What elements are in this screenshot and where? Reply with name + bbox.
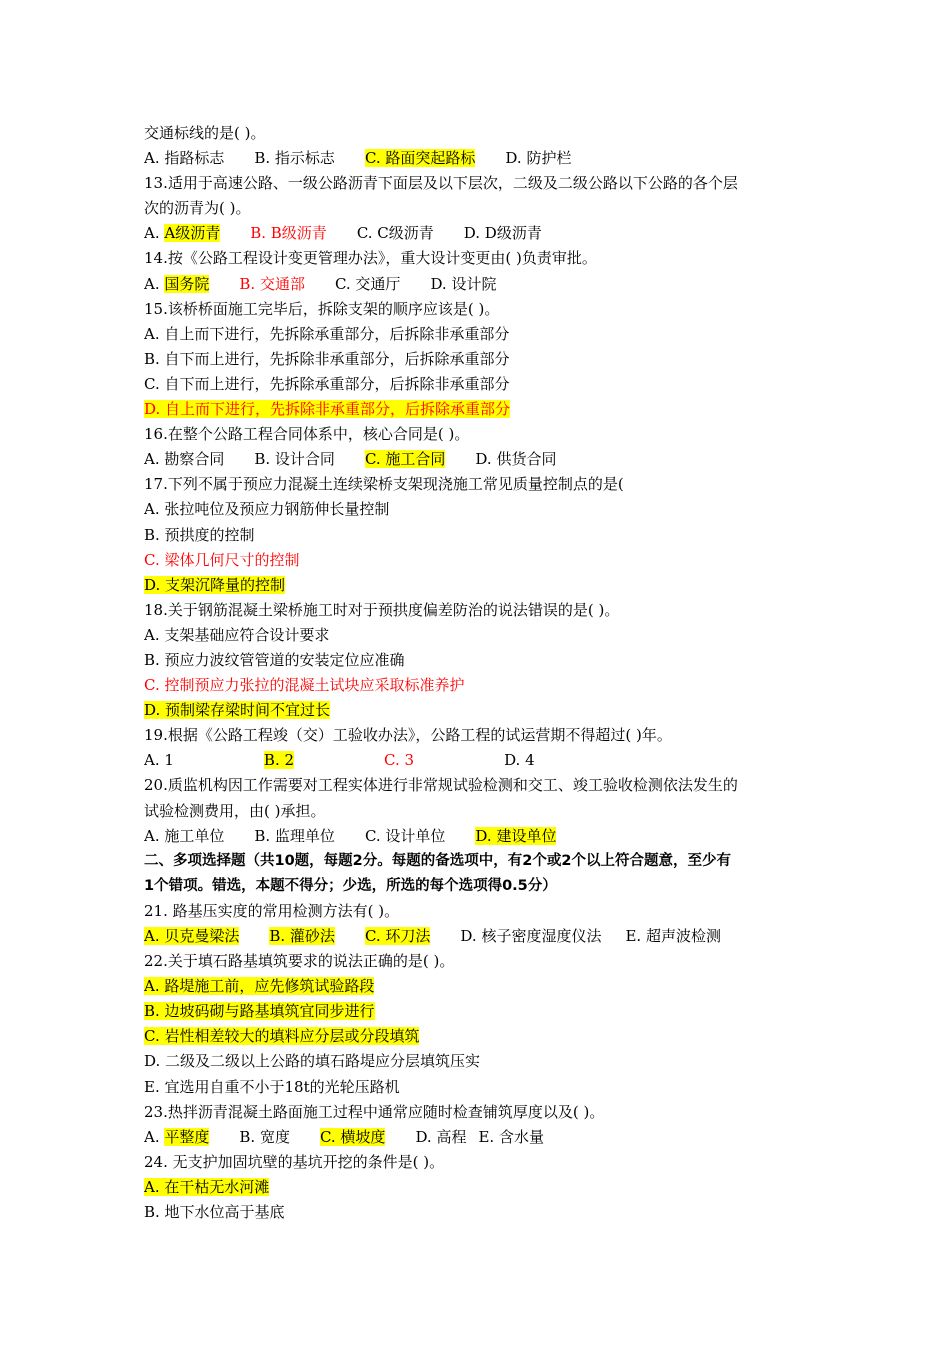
highlighted-answer: A级沥青 [164, 224, 221, 243]
text-segment: E. 超声波检测 [625, 927, 721, 945]
highlighted-answer: D. 建设单位 [475, 826, 557, 845]
text-segment: 24. 无支护加固坑壁的基坑开挖的条件是( )。 [144, 1152, 445, 1171]
text-segment: A. 自上而下进行，先拆除承重部分，后拆除非承重部分 [144, 324, 510, 343]
text-segment: D. 供货合同 [475, 450, 557, 469]
text-segment: B. 预拱度的控制 [144, 525, 255, 544]
text-line [144, 1075, 814, 1100]
text-line [144, 698, 814, 723]
text-segment: 1个错项。错选，本题不得分；少选，所选的每个选项得0.5分） [144, 877, 557, 894]
text-line [144, 472, 814, 497]
highlighted-answer: 平整度 [164, 1127, 210, 1146]
highlighted-answer: D. 支架沉降量的控制 [144, 575, 286, 594]
text-line [144, 999, 814, 1024]
text-line [144, 548, 814, 573]
text-segment: A. 指路标志 [144, 149, 225, 168]
text-line [144, 1175, 814, 1200]
text-segment: 22.关于填石路基填筑要求的说法正确的是( )。 [144, 952, 455, 971]
text-line [144, 1024, 814, 1049]
text-line [144, 748, 814, 773]
text-line [144, 773, 814, 798]
text-segment: B. 预应力波纹管管道的安装定位应准确 [144, 650, 405, 669]
section-heading-line [144, 874, 814, 899]
text-segment: D. 设计院 [430, 274, 497, 293]
text-segment: A. [144, 274, 165, 293]
text-line [144, 1049, 814, 1074]
highlighted-answer: A. 贝克曼梁法 [144, 927, 240, 945]
text-segment: 13.适用于高速公路、一级公路沥青下面层及以下层次，二级及二级公路以下公路的各个层 [144, 174, 738, 193]
text-line [144, 121, 814, 146]
highlighted-answer: C. 横坡度 [319, 1127, 386, 1146]
text-segment: D. 核子密度湿度仪法 [460, 927, 602, 945]
red-marked-text: C. 梁体几何尺寸的控制 [144, 550, 300, 569]
text-segment: B. 指示标志 [254, 149, 335, 168]
text-segment: A. [144, 1127, 165, 1146]
text-segment: B. 设计合同 [254, 450, 335, 469]
text-line [144, 347, 814, 372]
highlighted-answer: B. 2 [263, 751, 295, 770]
text-line [144, 949, 814, 974]
text-line [144, 272, 814, 297]
text-line [144, 673, 814, 698]
text-segment: C. C级沥青 [356, 224, 434, 243]
text-segment: 21. 路基压实度的常用检测方法有( )。 [144, 901, 400, 920]
text-segment: 19.根据《公路工程竣（交）工验收办法》，公路工程的试运营期不得超过( )年。 [144, 726, 672, 745]
highlighted-answer: A. 在干枯无水河滩 [144, 1177, 270, 1196]
highlighted-answer: B. 灌砂法 [269, 927, 335, 945]
text-line [144, 1100, 814, 1125]
text-segment: D. 高程 [415, 1127, 467, 1146]
highlighted-answer: C. 路面突起路标 [364, 149, 476, 168]
text-line [144, 1150, 814, 1175]
text-segment: 试验检测费用，由( )承担。 [144, 801, 326, 820]
text-line [144, 623, 814, 648]
section-heading-line [144, 849, 814, 874]
text-segment: B. 宽度 [239, 1127, 290, 1146]
text-line [144, 171, 814, 196]
text-line [144, 924, 814, 949]
text-segment: A. 勘察合同 [144, 450, 225, 469]
highlighted-answer: D. 自上而下进行，先拆除非承重部分，后拆除承重部分 [144, 400, 511, 419]
text-line [144, 397, 814, 422]
text-line [144, 297, 814, 322]
text-line [144, 146, 814, 171]
text-line [144, 196, 814, 221]
text-line [144, 824, 814, 849]
text-line [144, 648, 814, 673]
text-segment: A. 张拉吨位及预应力钢筋伸长量控制 [144, 500, 390, 519]
text-segment: C. 自下而上进行，先拆除承重部分，后拆除非承重部分 [144, 374, 510, 393]
exam-question-text [144, 121, 814, 1225]
red-marked-text: B. 交通部 [239, 274, 305, 293]
text-line [144, 598, 814, 623]
text-segment: B. 地下水位高于基底 [144, 1203, 285, 1222]
text-line [144, 723, 814, 748]
highlighted-answer: C. 施工合同 [364, 450, 446, 469]
text-segment: E. 含水量 [478, 1127, 544, 1146]
text-line [144, 799, 814, 824]
text-line [144, 974, 814, 999]
text-line [144, 372, 814, 397]
text-line [144, 573, 814, 598]
text-segment: B. 监理单位 [254, 826, 335, 845]
text-segment: 交通标线的是( )。 [144, 124, 266, 142]
text-segment: 14.按《公路工程设计变更管理办法》，重大设计变更由( )负责审批。 [144, 249, 597, 268]
text-segment: C. 交通厅 [334, 274, 401, 293]
red-marked-text: C. 3 [384, 751, 415, 770]
text-segment: A. 1 [144, 751, 174, 770]
text-segment: D. 4 [504, 751, 535, 770]
text-segment: C. 设计单位 [364, 826, 446, 845]
text-segment: A. 支架基础应符合设计要求 [144, 625, 330, 644]
text-segment: 18.关于钢筋混凝土梁桥施工时对于预拱度偏差防治的说法错误的是( )。 [144, 600, 620, 619]
text-segment: 次的沥青为( )。 [144, 199, 251, 218]
text-segment: 23.热拌沥青混凝土路面施工过程中通常应随时检查铺筑厚度以及( )。 [144, 1102, 605, 1121]
highlighted-answer: 国务院 [164, 274, 210, 293]
red-marked-text: C. 控制预应力张拉的混凝土试块应采取标准养护 [144, 676, 465, 695]
text-line [144, 447, 814, 472]
highlighted-answer: C. 岩性相差较大的填料应分层或分段填筑 [144, 1027, 420, 1046]
text-segment: A. [144, 224, 165, 243]
highlighted-answer: D. 预制梁存梁时间不宜过长 [144, 701, 331, 720]
text-segment: 20.质监机构因工作需要对工程实体进行非常规试验检测和交工、竣工验收检测依法发生的 [144, 776, 738, 795]
text-line [144, 322, 814, 347]
text-segment: D. 防护栏 [505, 149, 572, 168]
red-marked-text: B. B级沥青 [250, 224, 327, 243]
text-line [144, 422, 814, 447]
text-segment: 二、多项选择题（共10题，每题2分。每题的备选项中，有2个或2个以上符合题意，至少有 [144, 852, 731, 869]
text-segment: 15.该桥桥面施工完毕后，拆除支架的顺序应该是( )。 [144, 299, 500, 318]
text-line [144, 246, 814, 271]
text-segment: D. 二级及二级以上公路的填石路堤应分层填筑压实 [144, 1052, 481, 1071]
text-line [144, 1200, 814, 1225]
highlighted-answer: A. 路堤施工前，应先修筑试验路段 [144, 977, 375, 996]
text-segment: D. D级沥青 [463, 224, 542, 243]
highlighted-answer: B. 边坡码砌与路基填筑宜同步进行 [144, 1002, 375, 1021]
text-segment: 16.在整个公路工程合同体系中，核心合同是( )。 [144, 425, 470, 444]
text-segment: E. 宜选用自重不小于18t的光轮压路机 [144, 1077, 400, 1096]
text-segment: B. 自下而上进行，先拆除非承重部分，后拆除承重部分 [144, 349, 510, 368]
highlighted-answer: C. 环刀法 [364, 927, 431, 945]
text-line [144, 221, 814, 246]
text-line [144, 497, 814, 522]
text-line [144, 1125, 814, 1150]
text-segment: A. 施工单位 [144, 826, 225, 845]
text-segment: 17.下列不属于预应力混凝土连续梁桥支架现浇施工常见质量控制点的是( [144, 475, 624, 494]
text-line [144, 523, 814, 548]
text-line [144, 899, 814, 924]
